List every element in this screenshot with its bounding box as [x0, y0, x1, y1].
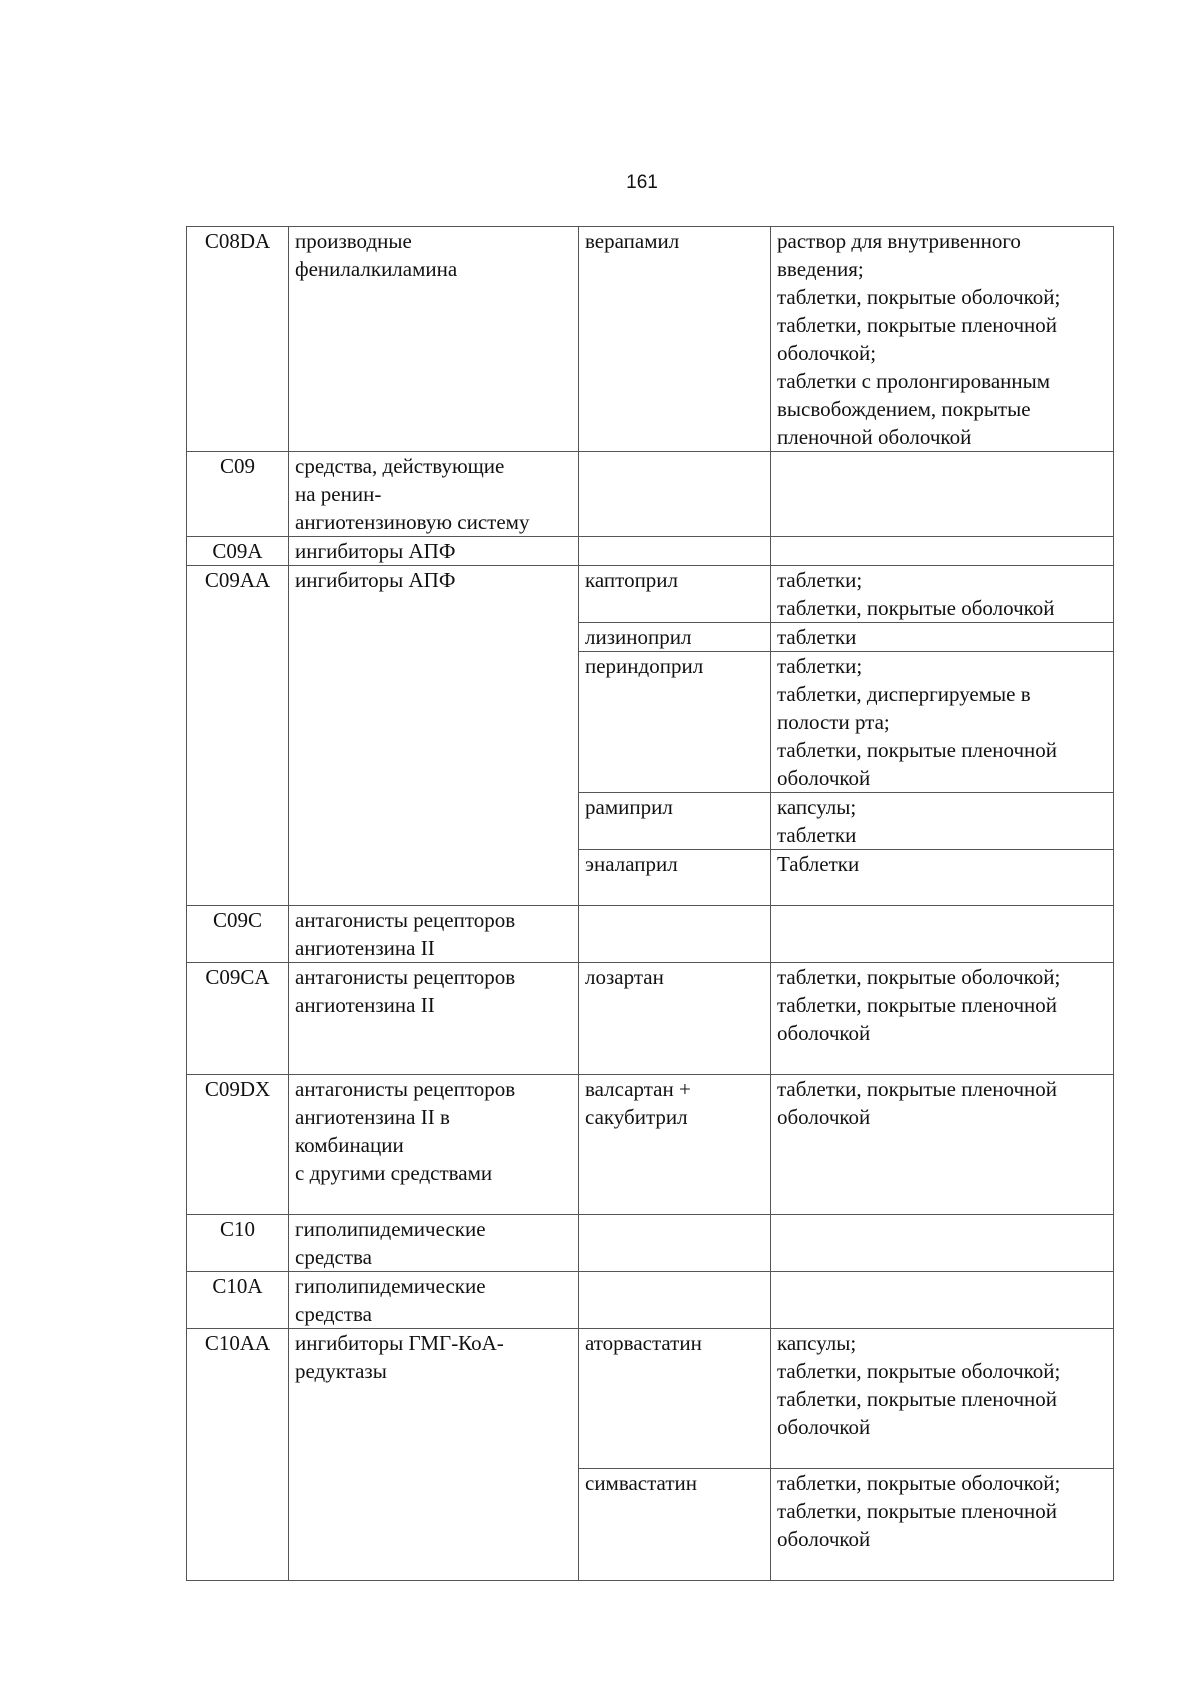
group-name: антагонисты рецепторов ангиотензина II	[289, 963, 579, 1075]
page-number: 161	[626, 172, 658, 193]
table-row	[187, 1329, 1114, 1469]
drug-name: верапамил	[579, 227, 771, 452]
atc-code: C10AA	[187, 1329, 289, 1581]
table-row	[187, 227, 1114, 452]
group-name: гиполипидемические средства	[289, 1215, 579, 1272]
drug-name: симвастатин	[579, 1469, 771, 1581]
atc-code: C09DX	[187, 1075, 289, 1215]
drug-name: лозартан	[579, 963, 771, 1075]
drug-name	[579, 1272, 771, 1329]
group-name: ингибиторы ГМГ-КоА- редуктазы	[289, 1329, 579, 1581]
drug-name	[579, 1215, 771, 1272]
dosage-forms: таблетки, покрытые оболочкой; таблетки, покрытые пленочной оболочкой	[771, 1469, 1114, 1581]
group-name: производные фенилалкиламина	[289, 227, 579, 452]
drug-name	[579, 452, 771, 537]
drug-name: лизиноприл	[579, 623, 771, 652]
dosage-forms: Таблетки	[771, 850, 1114, 906]
table-row	[187, 963, 1114, 1075]
drug-name: каптоприл	[579, 566, 771, 623]
drug-name: аторвастатин	[579, 1329, 771, 1469]
drug-name: эналаприл	[579, 850, 771, 906]
drug-name	[579, 537, 771, 566]
dosage-forms: таблетки; таблетки, диспергируемые в полости рта; таблетки, покрытые пленочной оболочкой	[771, 652, 1114, 793]
group-name: средства, действующие на ренин- ангиотензиновую систему	[289, 452, 579, 537]
dosage-forms	[771, 537, 1114, 566]
dosage-forms: капсулы; таблетки, покрытые оболочкой; таблетки, покрытые пленочной оболочкой	[771, 1329, 1114, 1469]
table-row	[187, 1215, 1114, 1272]
group-name: антагонисты рецепторов ангиотензина II	[289, 906, 579, 963]
atc-code: C10A	[187, 1272, 289, 1329]
atc-code: C09C	[187, 906, 289, 963]
table-row	[187, 452, 1114, 537]
atc-code: C09AA	[187, 566, 289, 906]
dosage-forms: раствор для внутривенного введения; таблетки, покрытые оболочкой; таблетки, покрытые пленочной оболочкой; таблетки с пролонгированным высвобождением, покрытые пленочной оболочкой	[771, 227, 1114, 452]
drug-name: периндоприл	[579, 652, 771, 793]
dosage-forms	[771, 1272, 1114, 1329]
group-name: ингибиторы АПФ	[289, 566, 579, 906]
table-row	[187, 1272, 1114, 1329]
atc-code: C10	[187, 1215, 289, 1272]
dosage-forms	[771, 452, 1114, 537]
drug-table	[186, 226, 1114, 1581]
atc-code: C09CA	[187, 963, 289, 1075]
group-name: антагонисты рецепторов ангиотензина II в комбинации с другими средствами	[289, 1075, 579, 1215]
group-name: гиполипидемические средства	[289, 1272, 579, 1329]
table-row	[187, 906, 1114, 963]
table-row	[187, 566, 1114, 623]
atc-code: C08DA	[187, 227, 289, 452]
dosage-forms: капсулы; таблетки	[771, 793, 1114, 850]
table-row	[187, 1075, 1114, 1215]
dosage-forms: таблетки	[771, 623, 1114, 652]
dosage-forms: таблетки, покрытые пленочной оболочкой	[771, 1075, 1114, 1215]
dosage-forms	[771, 1215, 1114, 1272]
dosage-forms: таблетки, покрытые оболочкой; таблетки, покрытые пленочной оболочкой	[771, 963, 1114, 1075]
atc-code: C09	[187, 452, 289, 537]
drug-name	[579, 906, 771, 963]
group-name: ингибиторы АПФ	[289, 537, 579, 566]
drug-name: рамиприл	[579, 793, 771, 850]
drug-name: валсартан + сакубитрил	[579, 1075, 771, 1215]
atc-code: C09A	[187, 537, 289, 566]
dosage-forms	[771, 906, 1114, 963]
table-row	[187, 537, 1114, 566]
dosage-forms: таблетки; таблетки, покрытые оболочкой	[771, 566, 1114, 623]
